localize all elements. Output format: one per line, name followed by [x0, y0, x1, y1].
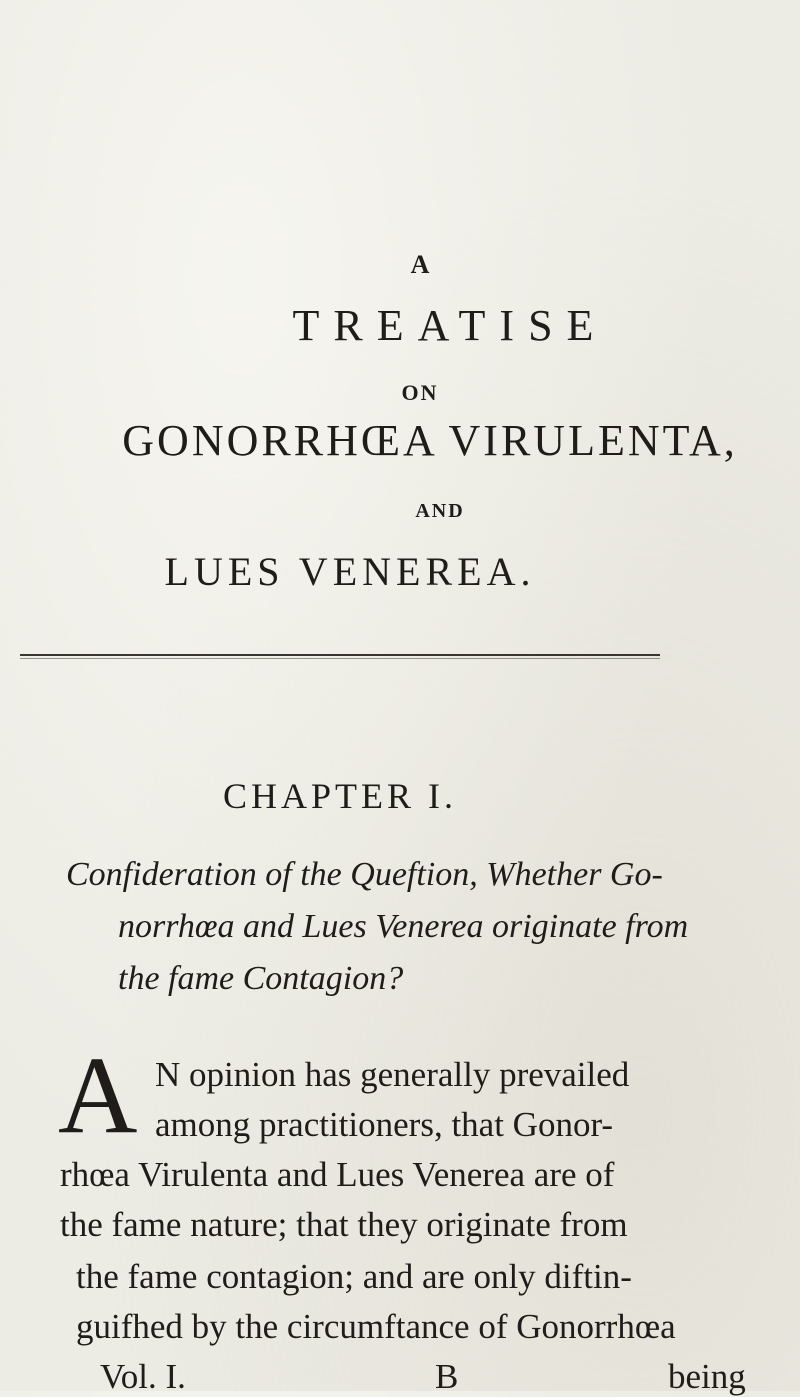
signature-mark: B — [435, 1357, 459, 1396]
chapter-subtitle-line: the fame Contagion? — [118, 960, 404, 997]
body-text-line: guifhed by the circumftance of Gonorrhœa — [76, 1307, 676, 1346]
catchword: being — [668, 1357, 746, 1396]
title-and: AND — [415, 500, 465, 522]
body-text-line: among practitioners, that Gonor- — [155, 1105, 614, 1144]
title-treatise: TREATISE — [292, 301, 608, 350]
title-on: ON — [401, 380, 439, 405]
body-text-line: the fame nature; that they originate from — [60, 1205, 628, 1244]
title-line-2: LUES VENEREA. — [164, 549, 536, 594]
chapter-heading: CHAPTER I. — [222, 776, 457, 816]
title-line-1: GONORRHŒA VIRULENTA, — [122, 416, 738, 465]
chapter-subtitle-line: norrhœa and Lues Venerea originate from — [118, 908, 689, 945]
drop-cap: A — [58, 1034, 138, 1156]
volume-mark: Vol. I. — [100, 1357, 186, 1396]
ornamental-divider — [20, 654, 660, 656]
chapter-subtitle-line: Confideration of the Queftion, Whether Go- — [66, 856, 663, 893]
body-text-line: rhœa Virulenta and Lues Venerea are of — [60, 1155, 615, 1194]
title-article: A — [410, 250, 430, 279]
body-text-line: the fame contagion; and are only diftin- — [76, 1257, 632, 1296]
body-text-line: N opinion has generally prevailed — [155, 1055, 630, 1094]
